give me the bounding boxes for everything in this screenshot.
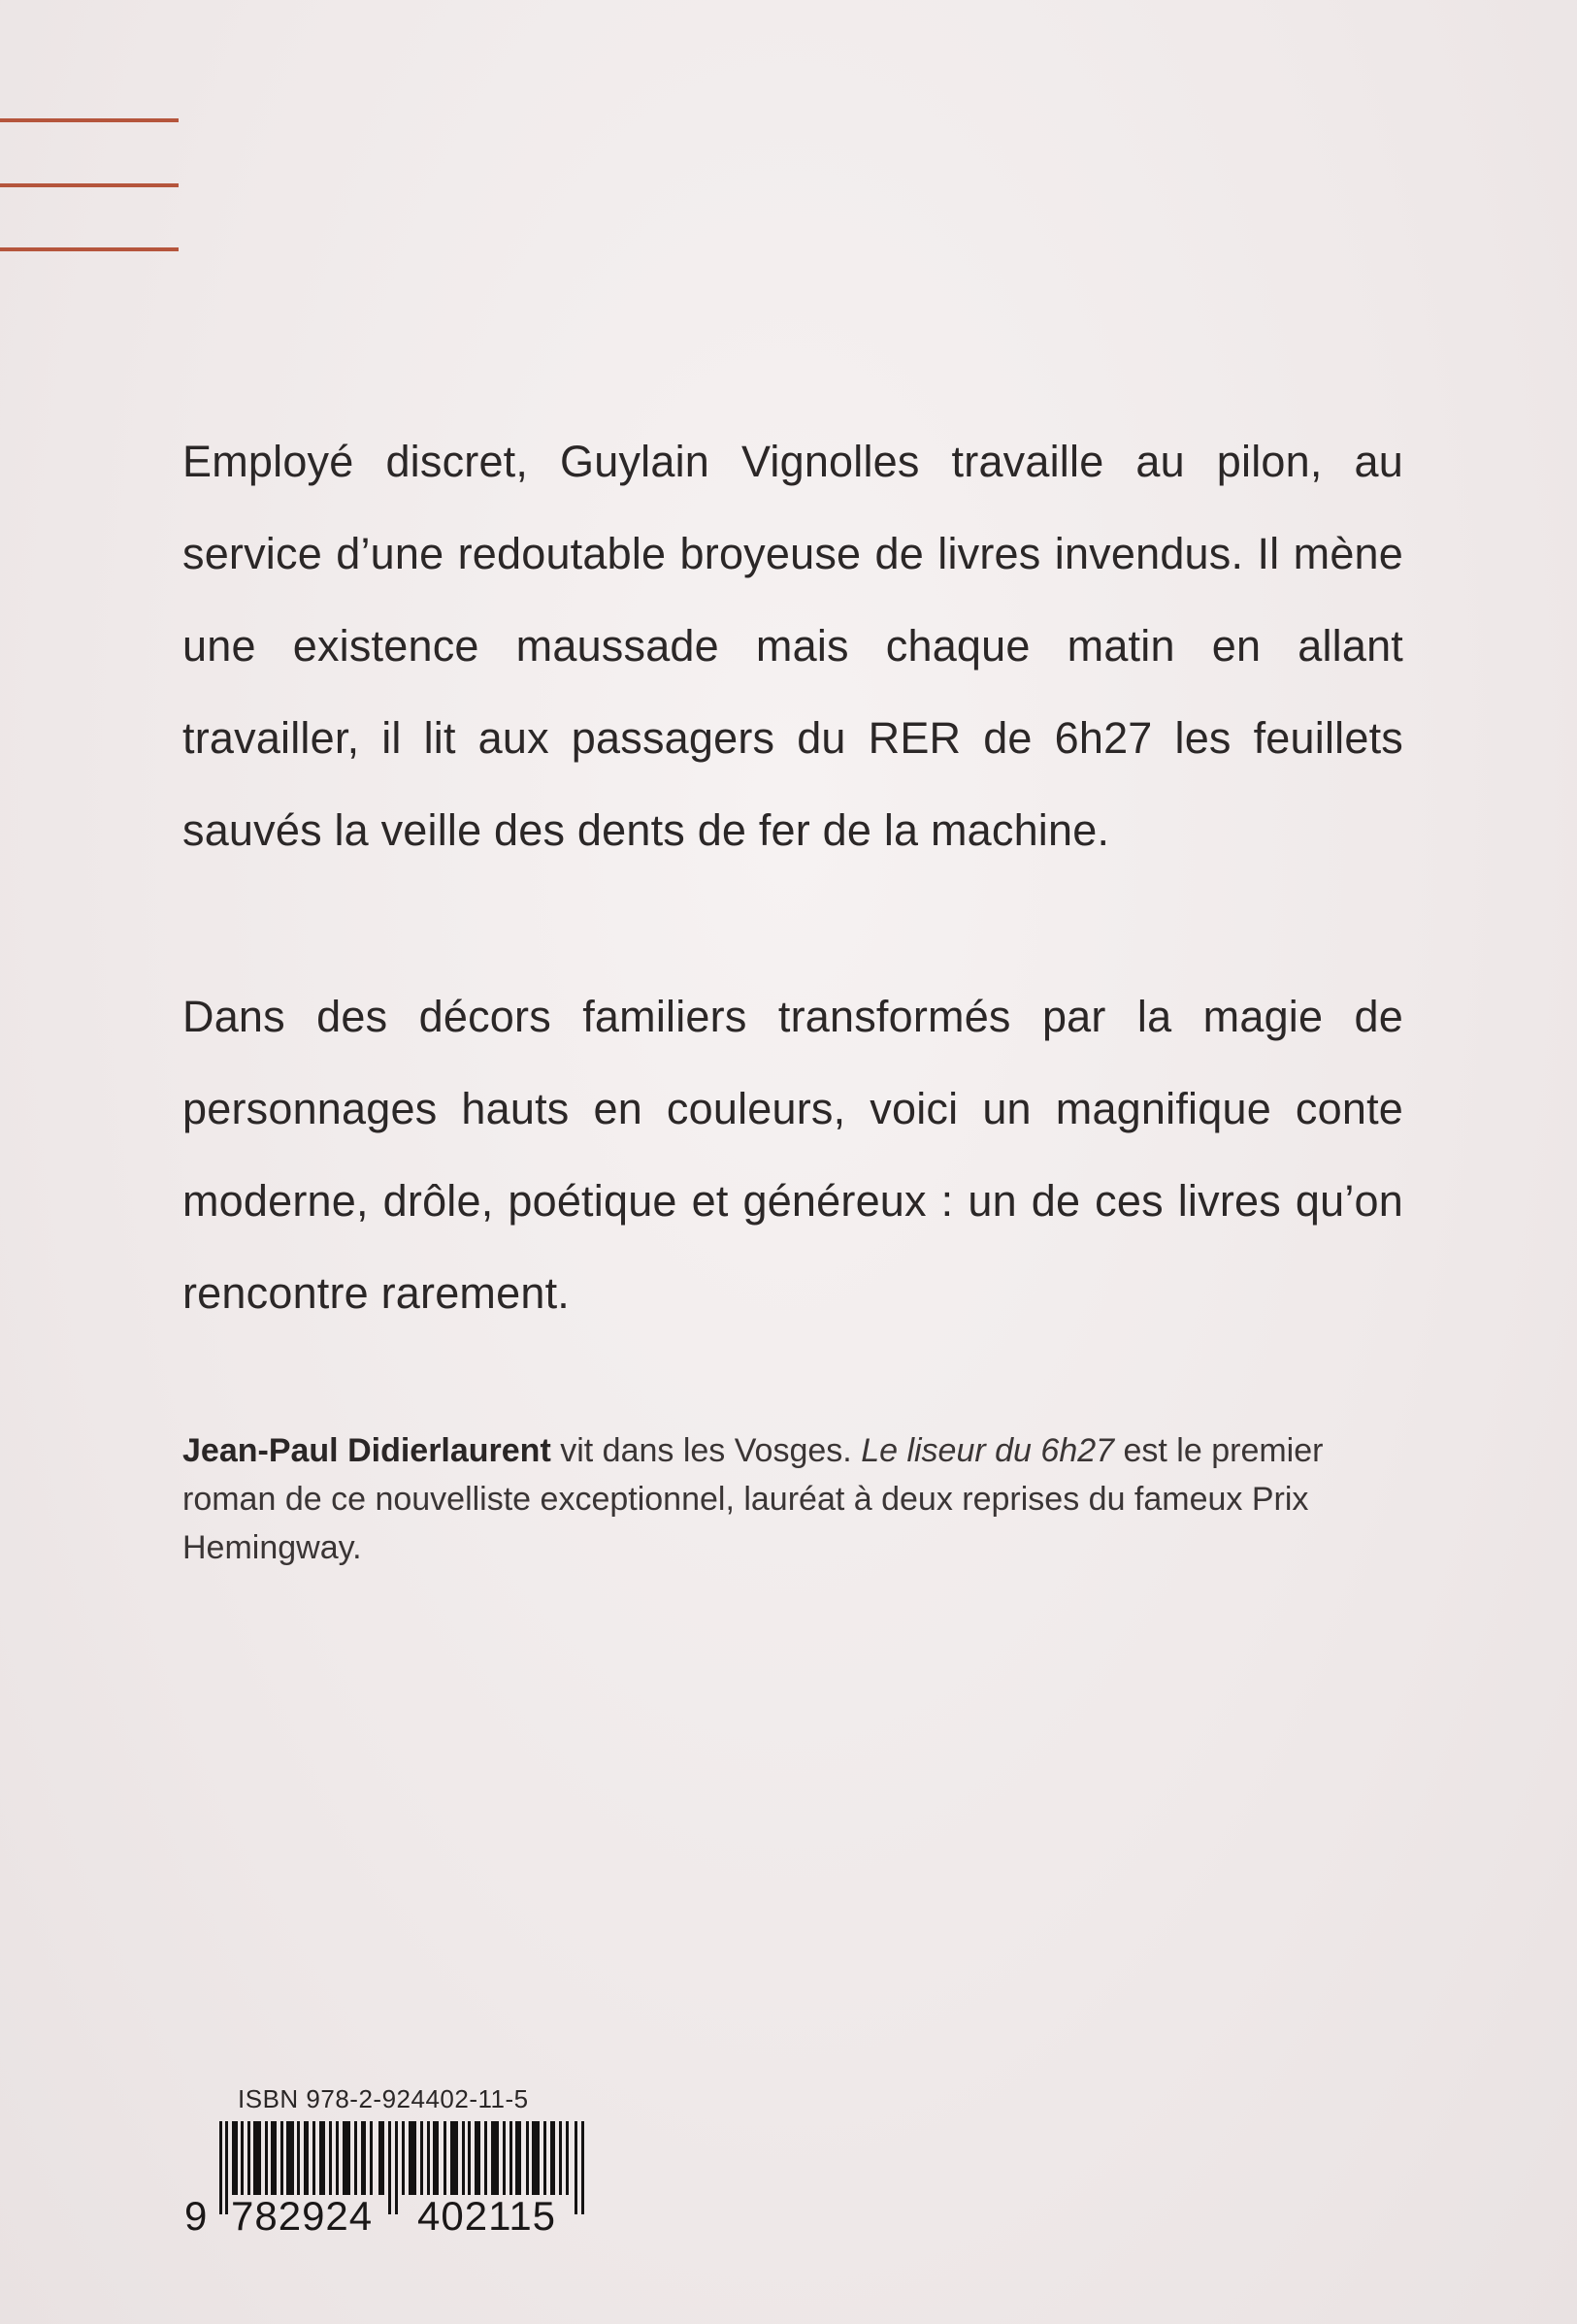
decorative-line-bottom: [0, 247, 179, 251]
author-name: Jean-Paul Didierlaurent: [182, 1432, 551, 1469]
barcode-digits-right: 402115: [417, 2193, 557, 2239]
isbn-barcode-block: [184, 2084, 592, 2249]
author-bio-text-2: est le premier roman de ce nouvelliste exceptionnel, lauréat à deux reprises du fameux Prix Hemingway.: [182, 1432, 1324, 1566]
blurb-paragraph-2: Dans des décors familiers transformés par la magie de personnages hauts en couleurs, voici un magnifique conte moderne, drôle, poétique et généreux : un de ces livres qu’on rencontre rarement.: [182, 992, 1403, 1318]
barcode-digits-left: 782924: [231, 2193, 374, 2239]
book-title: Le liseur du 6h27: [861, 1432, 1115, 1469]
isbn-label: ISBN 978-2-924402-11-5: [238, 2084, 529, 2113]
decorative-line-middle: [0, 183, 179, 187]
decorative-line-top: [0, 118, 179, 122]
barcode-first-digit: 9: [184, 2193, 208, 2239]
blurb-paragraph-1: Employé discret, Guylain Vignolles travaille au pilon, au service d’une redoutable broyeuse de livres invendus. Il mène une existence maussade mais chaque matin en allant travailler, il lit aux passagers du RER de 6h27 les feuillets sauvés la veille des dents de fer de la machine.: [182, 437, 1403, 855]
author-bio: [182, 1426, 1403, 1572]
author-bio-text-1: vit dans les Vosges.: [550, 1432, 862, 1469]
